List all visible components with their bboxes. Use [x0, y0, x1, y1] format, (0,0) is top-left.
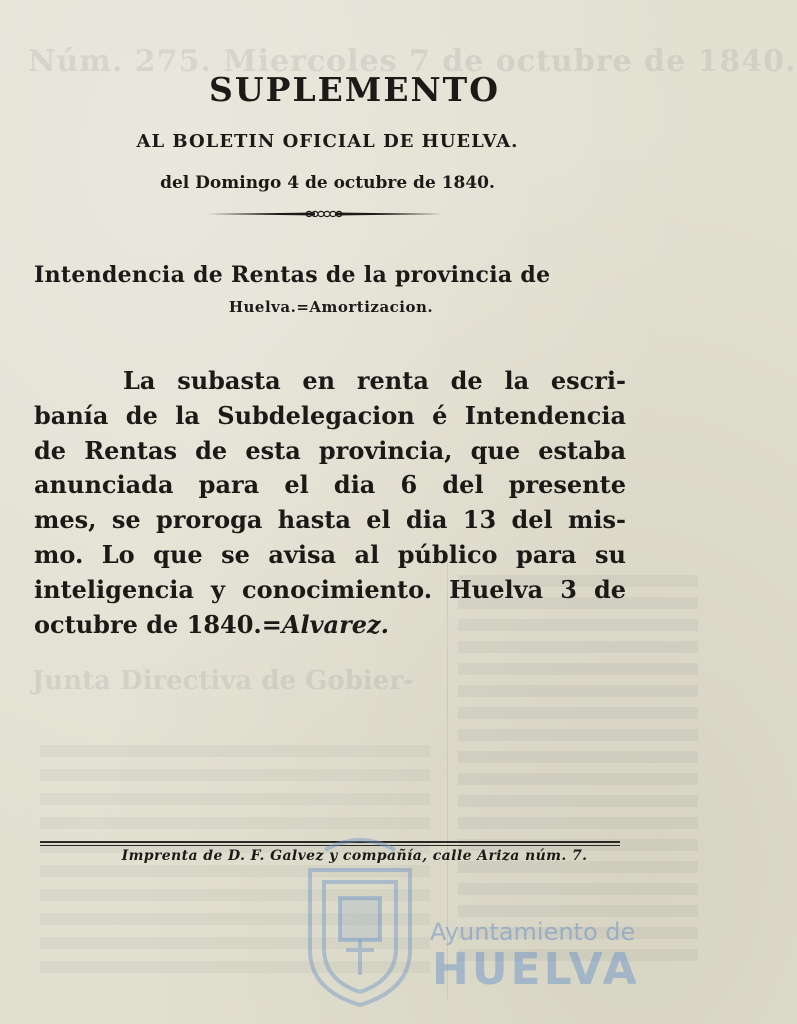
bleed-through-header: Núm. 275. Miercoles 7 de octubre de 1840. — [28, 44, 797, 79]
body-line: anunciada para el dia 6 del presente — [34, 470, 626, 500]
section-subheading: Huelva.=Amortizacion. — [228, 298, 434, 316]
document-title: SUPLEMENTO — [209, 70, 500, 109]
bleed-through-section: Junta Directiva de Gobier- — [32, 666, 414, 696]
document-dateline: del Domingo 4 de octubre de 1840. — [160, 173, 495, 193]
signature: Alvarez. — [281, 609, 390, 639]
section-heading: Intendencia de Rentas de la provincia de — [34, 262, 551, 288]
watermark-line-1: Ayuntamiento de — [430, 918, 636, 946]
body-line: mes, se proroga hasta el dia 13 del mis- — [34, 505, 626, 535]
body-line-text: octubre de 1840.= — [34, 609, 282, 639]
document-subtitle: AL BOLETIN OFICIAL DE HUELVA. — [136, 131, 519, 152]
body-line: mo. Lo que se avisa al público para su — [34, 539, 626, 569]
notice-body — [34, 364, 626, 642]
watermark-line-2: HUELVA — [432, 944, 640, 995]
ornamental-rule — [205, 209, 445, 219]
body-line: banía de la Subdelegacion é Intendencia — [34, 400, 626, 430]
body-last-line — [34, 608, 626, 643]
body-line: de Rentas de esta provincia, que estaba — [34, 435, 626, 465]
printer-imprint: Imprenta de D. F. Galvez y compañía, calle Ariza núm. 7. — [121, 848, 588, 864]
body-line: La subasta en renta de la escri- — [123, 366, 626, 395]
body-line: inteligencia y conocimiento. Huelva 3 de — [34, 574, 626, 604]
